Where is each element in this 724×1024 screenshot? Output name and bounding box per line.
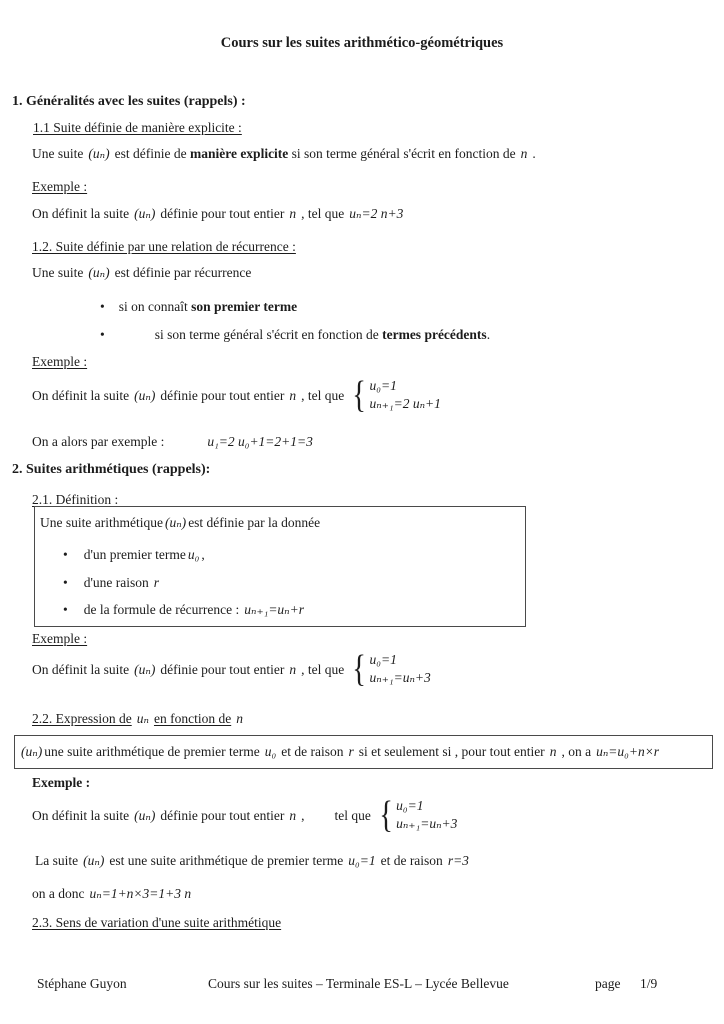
- math-system-line-1: u₀=1: [369, 378, 397, 393]
- heading-section-1: 1. Généralités avec les suites (rappels) :: [12, 94, 246, 109]
- heading-2-1: 2.1. Définition :: [32, 492, 119, 507]
- label-exemple-3: Exemple :: [32, 631, 88, 646]
- math-un: (uₙ): [164, 515, 187, 530]
- math-n: n: [520, 146, 528, 161]
- definition-box: [34, 506, 526, 627]
- math-system-line-1: u₀=1: [369, 652, 397, 667]
- math-n: n: [236, 711, 243, 726]
- text-segment: On a alors par exemple :: [32, 434, 165, 449]
- paragraph-exemple-expression: [32, 794, 457, 836]
- text-segment: est définie par la donnée: [188, 515, 321, 530]
- math-n: n: [289, 206, 297, 221]
- text-segment: [84, 602, 309, 617]
- system-lines: [370, 651, 431, 687]
- list-item-termes-precedents: [100, 325, 490, 344]
- math-u0: u₀: [187, 547, 200, 562]
- box-list-item-formule: [63, 600, 309, 619]
- brace-icon: {: [352, 374, 367, 416]
- text-segment: On définit la suite: [32, 661, 130, 677]
- math-un: (uₙ): [88, 265, 110, 280]
- math-un: (uₙ): [134, 206, 156, 221]
- text-segment: .: [532, 146, 536, 161]
- text-segment: [84, 547, 205, 562]
- text-segment: tel que: [334, 807, 371, 823]
- text-segment: si son terme général s'écrit en fonction de: [288, 146, 516, 161]
- math-n: n: [289, 387, 297, 403]
- text-segment: est définie de: [114, 146, 190, 161]
- text-segment: si on connaît: [118, 299, 192, 314]
- paragraph-calcul-u1: [32, 432, 318, 451]
- list-item-premier-terme: [100, 297, 297, 316]
- equation-system: [350, 376, 441, 414]
- math-system-line-2: uₙ₊₁=uₙ+3: [369, 670, 431, 685]
- paragraph-conclusion-formule: [32, 884, 196, 903]
- text-segment: d'une raison: [83, 575, 149, 590]
- math-un: (uₙ): [21, 744, 43, 759]
- text-segment: [119, 299, 297, 314]
- math-formule-un: uₙ=u₀+n×r: [596, 744, 660, 759]
- paragraph-exemple-arithmetique: [32, 648, 431, 690]
- text-segment: définie pour tout entier: [160, 206, 285, 221]
- text-segment: définie pour tout entier: [160, 387, 285, 403]
- system-lines: [370, 377, 441, 413]
- text-segment: est une suite arithmétique de premier terme: [109, 853, 344, 868]
- equation-system: [350, 650, 430, 688]
- text-segment: , on a: [561, 744, 592, 759]
- math-u0-1: u₀=1: [348, 853, 376, 868]
- text-segment: Une suite: [32, 146, 84, 161]
- system-lines: [396, 797, 457, 833]
- math-formula-recurrence: uₙ₊₁=uₙ+r: [244, 602, 305, 617]
- text-segment: On définit la suite: [32, 387, 130, 403]
- math-r-3: r=3: [447, 853, 469, 868]
- text-bold: manière explicite: [189, 146, 289, 161]
- text-segment: et de raison: [281, 744, 344, 759]
- paragraph-definition-explicite: [32, 144, 536, 163]
- box-propriete-text: [19, 742, 664, 761]
- math-system-line-2: uₙ₊₁=2 uₙ+1: [369, 396, 441, 411]
- math-n: n: [549, 744, 557, 759]
- text-segment: définie pour tout entier: [160, 661, 285, 677]
- heading-1-2: 1.2. Suite définie par une relation de récurrence :: [32, 239, 296, 254]
- text-segment: si son terme général s'écrit en fonction de: [154, 327, 383, 342]
- math-un: (uₙ): [134, 661, 156, 677]
- math-system-line-2: uₙ₊₁=uₙ+3: [396, 816, 458, 831]
- text-segment: , tel que: [301, 661, 345, 677]
- math-un: (uₙ): [134, 807, 156, 823]
- text-segment: On définit la suite: [32, 807, 130, 823]
- paragraph-exemple-explicite: [32, 204, 408, 223]
- text-segment: une suite arithmétique de premier terme: [44, 744, 260, 759]
- heading-1-1: 1.1 Suite définie de manière explicite :: [33, 120, 242, 135]
- text-segment: on a donc: [32, 886, 85, 901]
- math-formule-finale: uₙ=1+n×3=1+3 n: [89, 886, 192, 901]
- box-list-item-premier-terme: [63, 545, 205, 564]
- box-list-item-raison: [63, 573, 164, 592]
- math-r: r: [153, 575, 160, 590]
- propriete-box: [14, 735, 713, 769]
- label-exemple-4: Exemple :: [32, 775, 91, 790]
- bullet-icon: •: [100, 299, 105, 314]
- footer-page-number: 1/9: [640, 976, 658, 991]
- footer-author: Stéphane Guyon: [37, 976, 127, 991]
- math-system-line-1: u₀=1: [396, 798, 424, 813]
- box-intro: [40, 513, 320, 532]
- text-segment: d'un premier terme: [83, 547, 186, 562]
- text-segment: ,: [301, 807, 305, 823]
- math-formula-un-2n3: uₙ=2 n+3: [349, 206, 404, 221]
- label-exemple-1: Exemple :: [32, 179, 88, 194]
- heading-2-2: [32, 709, 248, 728]
- text-segment: est définie par récurrence: [114, 265, 252, 280]
- text-segment: Une suite arithmétique: [40, 515, 163, 530]
- equation-system: [377, 796, 457, 834]
- math-un: (uₙ): [83, 853, 105, 868]
- paragraph-conclusion-suite: [35, 851, 474, 870]
- text-segment: en fonction de: [153, 711, 232, 726]
- bullet-icon: •: [100, 327, 105, 342]
- paragraph-exemple-recurrence: [32, 374, 441, 416]
- paragraph-definition-recurrence: [32, 263, 251, 282]
- math-n: n: [289, 807, 297, 823]
- text-segment: ,: [201, 547, 205, 562]
- text-segment: On définit la suite: [32, 206, 130, 221]
- bullet-icon: •: [63, 547, 68, 562]
- bullet-icon: •: [63, 602, 68, 617]
- footer-course-title: Cours sur les suites – Terminale ES-L – Lycée Bellevue: [208, 976, 509, 991]
- bullet-icon: •: [63, 575, 68, 590]
- text-segment: et de raison: [380, 853, 443, 868]
- math-r: r: [348, 744, 354, 759]
- document-title: Cours sur les suites arithmético-géométriques: [220, 35, 504, 51]
- text-segment: si et seulement si , pour tout entier: [358, 744, 545, 759]
- math-n: n: [289, 661, 297, 677]
- text-segment: de la formule de récurrence :: [83, 602, 240, 617]
- math-formula-u1: u₁=2 u₀+1=2+1=3: [207, 434, 313, 449]
- math-u0: u₀: [264, 744, 277, 759]
- text-segment: 2.2. Expression de: [32, 711, 132, 726]
- brace-icon: {: [379, 794, 393, 836]
- text-segment: La suite: [35, 853, 79, 868]
- heading-2-3: 2.3. Sens de variation d'une suite arithmétique: [32, 915, 282, 930]
- footer-page-label: page: [595, 976, 621, 991]
- text-segment: Une suite: [32, 265, 84, 280]
- heading-section-2: 2. Suites arithmétiques (rappels):: [12, 462, 211, 477]
- text-segment: [84, 575, 164, 590]
- brace-icon: {: [352, 648, 367, 690]
- text-bold: termes précédents: [382, 327, 487, 342]
- text-segment: [155, 327, 490, 342]
- math-un: (uₙ): [88, 146, 110, 161]
- text-segment: définie pour tout entier: [160, 807, 285, 823]
- text-segment: .: [486, 327, 491, 342]
- math-un: (uₙ): [134, 387, 156, 403]
- math-un: uₙ: [136, 711, 149, 726]
- label-exemple-2: Exemple :: [32, 354, 88, 369]
- text-bold: son premier terme: [191, 299, 298, 314]
- text-segment: , tel que: [301, 206, 345, 221]
- text-segment: , tel que: [301, 387, 345, 403]
